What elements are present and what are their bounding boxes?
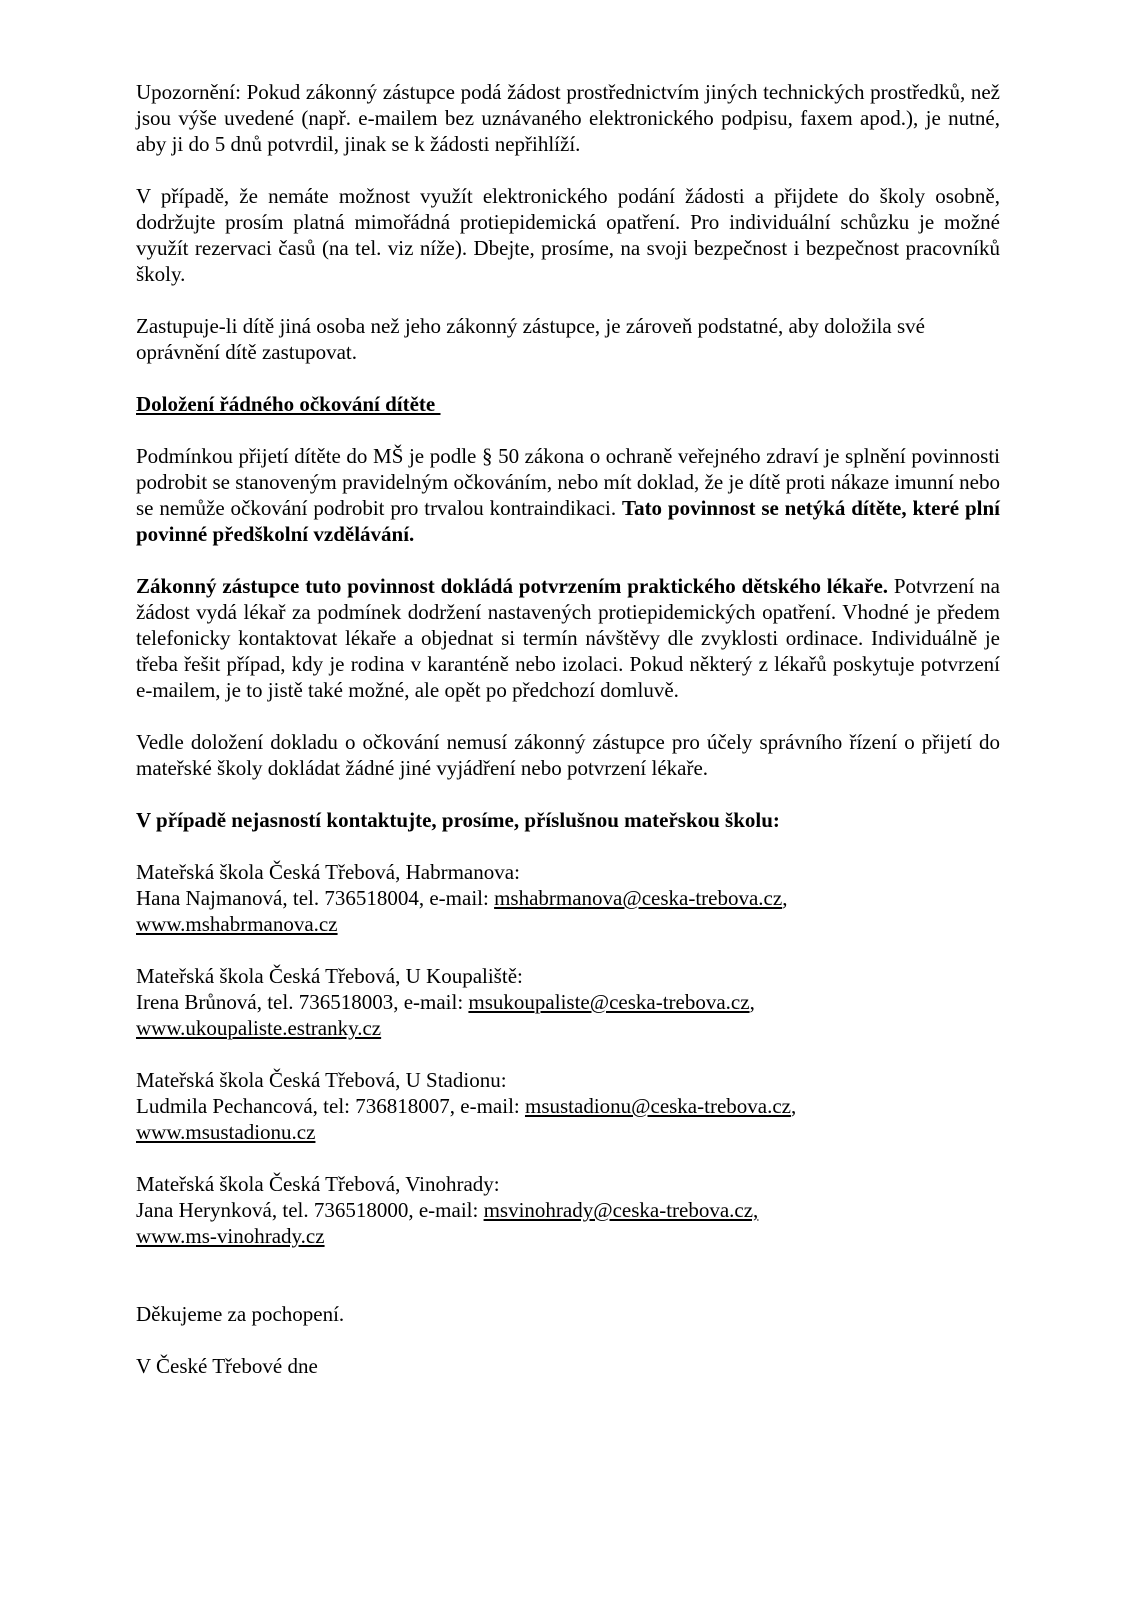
contact-person-line [136,989,1000,1015]
contact-web-link[interactable]: www.mshabrmanova.cz [136,912,338,936]
contact-web-line [136,1119,1000,1145]
contact-email-link[interactable]: msvinohrady@ceska-trebova.cz, [483,1198,759,1222]
proof-paragraph [136,573,1000,703]
contact-heading: V případě nejasností kontaktujte, prosíme, příslušnou mateřskou školu: [136,808,780,832]
contact-block-u-koupaliste [136,963,1000,1041]
proof-text: Potvrzení na žádost vydá lékař za podmínek dodržení nastavených protiepidemických opatření. Vhodné je předem telefonicky kontaktovat lékaře a objednat si termín návštěvy dle zvyklosti ordinace. Individuálně je třeba řešit případ, kdy je rodina v karanténě nebo izolaci. Pokud některý z lékařů poskytuje potvrzení e-mailem, je to jistě také možné, ale opět po předchozí domluvě. [136,574,1000,702]
contact-person: Jana Herynková, tel. 736518000, e-mail: [136,1198,484,1222]
place-date-line: V České Třebové dne [136,1354,318,1378]
contact-email-link[interactable]: mshabrmanova@ceska-trebova.cz [494,886,783,910]
contact-web-line [136,911,1000,937]
contact-web-line [136,1015,1000,1041]
contact-email-suffix: , [749,990,755,1014]
contact-web-link[interactable]: www.ms-vinohrady.cz [136,1224,325,1248]
contact-block-u-stadionu [136,1067,1000,1145]
warning-paragraph: Upozornění: Pokud zákonný zástupce podá žádost prostřednictvím jiných technických prostředků, než jsou výše uvedené (např. e-mailem bez uznávaného elektronického podpisu, faxem apod.), je nutné, aby ji do 5 dnů potvrdil, jinak se k žádosti nepřihlíží. [136,80,1000,156]
contact-web-link[interactable]: www.msustadionu.cz [136,1120,316,1144]
condition-text: Podmínkou přijetí dítěte do MŠ je podle § 50 zákona o ochraně veřejného zdraví je splnění povinnosti podrobit se stanoveným pravidelným očkováním, nebo mít doklad, že je dítě proti nákaze imunní nebo se nemůže očkování podrobit pro trvalou kontraindikaci. [136,444,1000,520]
in-person-paragraph: V případě, že nemáte možnost využít elektronického podání žádosti a přijdete do školy osobně, dodržujte prosím platná mimořádná protiepidemická opatření. Pro individuální schůzku je možné využít rezervaci časů (na tel. viz níže). Dbejte, prosíme, na svoji bezpečnost i bezpečnost pracovníků školy. [136,184,1000,286]
condition-paragraph [136,443,1000,547]
contact-email-link[interactable]: msukoupaliste@ceska-trebova.cz [468,990,750,1014]
contact-school: Mateřská škola Česká Třebová, U Koupaliště: [136,964,523,988]
vaccination-heading-row [136,391,1000,417]
contact-person-line [136,1197,1000,1223]
document-page [136,79,1000,1405]
contact-web-line [136,1223,1000,1249]
contact-person-line [136,1093,1000,1119]
contact-school: Mateřská škola Česká Třebová, Vinohrady: [136,1172,500,1196]
vaccination-heading: Doložení řádného očkování dítěte [136,392,441,416]
spacer [136,1275,1000,1301]
contact-school: Mateřská škola Česká Třebová, Habrmanova: [136,860,520,884]
condition-bold-text: Tato povinnost se netýká dítěte, které plní povinné předškolní vzdělávání. [136,496,1000,546]
thanks-line: Děkujeme za pochopení. [136,1302,345,1326]
contact-person: Irena Brůnová, tel. 736518003, e-mail: [136,990,469,1014]
proof-bold-text: Zákonný zástupce tuto povinnost dokládá potvrzením praktického dětského lékaře. [136,574,889,598]
contact-person: Ludmila Pechancová, tel: 736818007, e-mail: [136,1094,525,1118]
contact-block-habrmanova [136,859,1000,937]
contact-web-link[interactable]: www.ukoupaliste.estranky.cz [136,1016,382,1040]
contact-school: Mateřská škola Česká Třebová, U Stadionu: [136,1068,507,1092]
contact-email-suffix: , [790,1094,797,1118]
contact-email-link[interactable]: msustadionu@ceska-trebova.cz [524,1094,791,1118]
representation-paragraph: Zastupuje-li dítě jiná osoba než jeho zákonný zástupce, je zároveň podstatné, aby doložila své oprávnění dítě zastupovat. [136,314,925,364]
contact-person-line [136,885,1000,911]
contact-email-suffix: , [782,886,788,910]
contact-person: Hana Najmanová, tel. 736518004, e-mail: [136,886,495,910]
no-other-docs-paragraph: Vedle doložení dokladu o očkování nemusí zákonný zástupce pro účely správního řízení o přijetí do mateřské školy dokládat žádné jiné vyjádření nebo potvrzení lékaře. [136,730,1000,780]
contact-block-vinohrady [136,1171,1000,1249]
